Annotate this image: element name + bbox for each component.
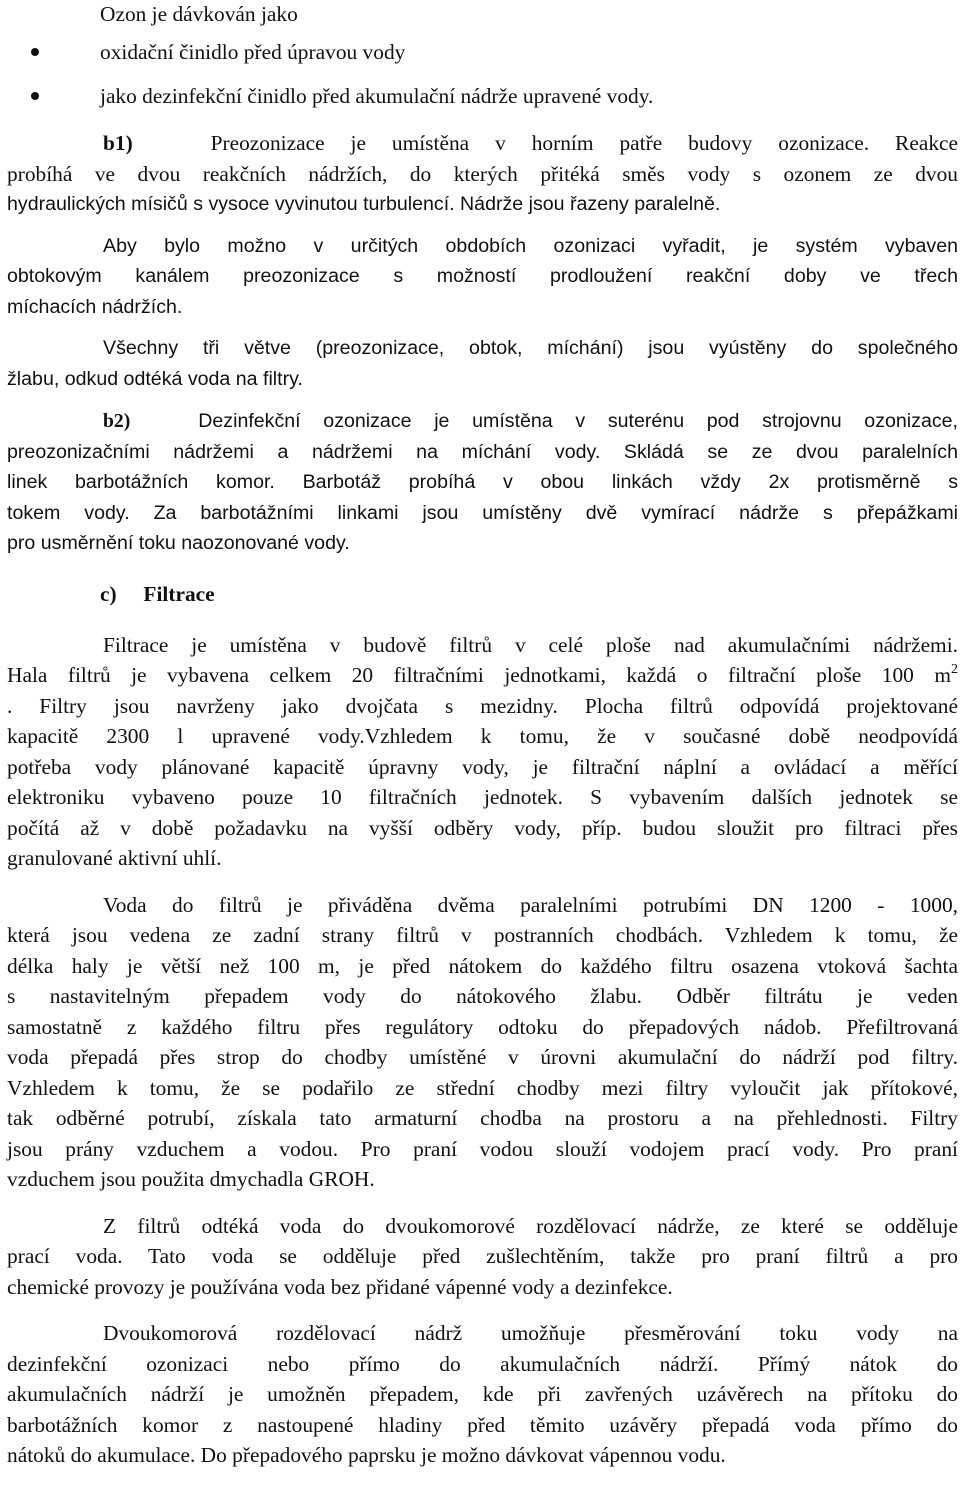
supply-line-2: která jsou vedena ze zadní strany filtrů v postranních chodbách. Vzhledem k tomu, že	[7, 923, 958, 947]
outflow-line-3: chemické provozy je používána voda bez přidané vápenné vody a dezinfekce.	[7, 1274, 673, 1299]
heading-c-title: Filtrace	[143, 581, 215, 606]
distribution-line-1: Dvoukomorová rozdělovací nádrž umožňuje přesměrování toku vody na	[103, 1321, 958, 1345]
b1-label: b1)	[103, 131, 133, 155]
filtrace-line-5: potřeba vody plánované kapacitě úpravny vody, je filtrační náplní a ovládací a měřící	[7, 754, 958, 779]
bullet-text: oxidační činidlo před úpravou vody	[100, 40, 406, 64]
bullet-item-2	[7, 74, 958, 118]
paragraph-branches	[7, 333, 958, 394]
b2-line-4: tokem vody. Za barbotážními linkami jsou umístěny dvě vymírací nádrže s přepážkami	[7, 501, 958, 524]
paragraph-filtrace	[7, 630, 958, 874]
b1-line-2: probíhá ve dvou reakčních nádržích, do kterých přitéká směs vody s ozonem ze dvou	[7, 161, 958, 186]
bypass-line-2: obtokovým kanálem preozonizace s možností prodloužení reakční doby ve třech	[7, 265, 958, 287]
paragraph-bypass	[7, 231, 958, 323]
bypass-line-3: míchacích nádržích.	[7, 295, 183, 318]
outflow-line-2: prací voda. Tato voda se odděluje před zušlechtěním, takže pro praní filtrů a pro	[7, 1244, 958, 1268]
branches-line-1: Všechny tři větve (preozonizace, obtok, míchání) jsou vyústěny do společného	[103, 337, 958, 359]
filtrace-line-1: Filtrace je umístěna v budově filtrů v celé ploše nad akumulačními nádržemi.	[103, 632, 958, 657]
section-b2	[7, 406, 958, 559]
b1-line-3: hydraulických mísičů s vysoce vyvinutou turbulencí. Nádrže jsou řazeny paralelně.	[7, 193, 721, 215]
b2-line-1	[7, 406, 958, 437]
superscript-2: 2	[951, 662, 958, 677]
paragraph-outflow	[7, 1211, 958, 1303]
paragraph-supply	[7, 890, 958, 1195]
distribution-line-4: barbotážních komor z nastoupené hladiny před těmito uzávěry přepadá voda přímo do	[7, 1412, 958, 1437]
supply-line-5: samostatně z každého filtru přes regulátory odtoku do přepadových nádob. Přefiltrovaná	[7, 1014, 958, 1039]
b2-line-5: pro usměrnění toku naozonované vody.	[7, 532, 350, 554]
b2-line-2: preozonizačními nádržemi a nádržemi na míchání vody. Skládá se ze dvou paralelních	[7, 440, 958, 463]
supply-line-9: jsou prány vzduchem a vodou. Pro praní vodou slouží vodojem prací vody. Pro praní	[7, 1136, 958, 1161]
supply-line-4: s nastavitelným přepadem vody do nátokového žlabu. Odběr filtrátu je veden	[7, 984, 958, 1008]
b1-text: Preozonizace je umístěna v horním patře budovy ozonizace. Reakce	[210, 131, 959, 155]
document-page	[7, 0, 958, 1471]
intro-line: Ozon je dávkován jako	[100, 2, 298, 26]
bullet-text: jako dezinfekční činidlo před akumulační nádrže upravené vody.	[100, 84, 654, 108]
outflow-line-1: Z filtrů odtéká voda do dvoukomorové rozdělovací nádrže, ze které se odděluje	[103, 1213, 958, 1238]
supply-line-6: voda přepadá přes strop do chodby umístěné v úrovni akumulační do nádrží pod filtry.	[7, 1045, 958, 1069]
distribution-line-5: nátoků do akumulace. Do přepadového paprsku je možno dávkovat vápennou vodu.	[7, 1443, 726, 1467]
supply-line-8: tak odběrné potrubí, získala tato armaturní chodba na prostoru a na přehlednosti. Filtry	[7, 1106, 958, 1130]
section-b1	[7, 128, 958, 220]
filtrace-line-2	[7, 660, 958, 691]
filtrace-line-2-text: Hala filtrů je vybavena celkem 20 filtračními jednotkami, každá o filtrační ploše 100 m	[7, 663, 951, 687]
b2-line-3: linek barbotážních komor. Barbotáž probíhá v obou linkách vždy 2x protisměrně s	[7, 471, 958, 493]
heading-filtrace	[7, 573, 958, 615]
bullet-item-1	[7, 30, 958, 74]
heading-c-label: c)	[100, 581, 117, 606]
filtrace-line-7: počítá až v době požadavku na vyšší odběry vody, příp. budou sloužit pro filtraci přes	[7, 815, 958, 840]
b1-line-1	[7, 128, 958, 159]
supply-line-10: vzduchem jsou použita dmychadla GROH.	[7, 1167, 375, 1191]
bullet-dot-icon	[31, 48, 39, 56]
b2-label: b2)	[103, 411, 131, 432]
distribution-line-2: dezinfekční ozonizaci nebo přímo do akumulačních nádrží. Přímý nátok do	[7, 1351, 958, 1376]
supply-line-7: Vzhledem k tomu, že se podařilo ze střední chodby mezi filtry vyloučit jak přítokové,	[7, 1075, 958, 1100]
b2-text: Dezinfekční ozonizace je umístěna v suterénu pod strojovnu ozonizace,	[198, 410, 958, 432]
bullet-dot-icon	[31, 92, 39, 100]
bypass-line-1: Aby bylo možno v určitých obdobích ozonizaci vyřadit, je systém vybaven	[103, 234, 958, 257]
paragraph-distribution	[7, 1318, 958, 1471]
supply-line-3: délka haly je větší než 100 m, je před nátokem do každého filtru osazena vtoková šachta	[7, 953, 958, 978]
distribution-line-3: akumulačních nádrží je umožněn přepadem, kde při zavřených uzávěrech na přítoku do	[7, 1382, 958, 1406]
filtrace-line-6: elektroniku vybaveno pouze 10 filtračních jednotek. S vybavením dalších jednotek se	[7, 785, 958, 809]
filtrace-line-8: granulované aktivní uhlí.	[7, 846, 222, 870]
filtrace-line-3: . Filtry jsou navrženy jako dvojčata s mezidny. Plocha filtrů odpovídá projektované	[7, 693, 958, 718]
branches-line-2: žlabu, odkud odtéká voda na filtry.	[7, 367, 303, 390]
filtrace-line-4: kapacitě 2300 l upravené vody.Vzhledem k tomu, že v současné době neodpovídá	[7, 724, 958, 748]
supply-line-1: Voda do filtrů je přiváděna dvěma paralelními potrubími DN 1200 - 1000,	[103, 892, 958, 917]
